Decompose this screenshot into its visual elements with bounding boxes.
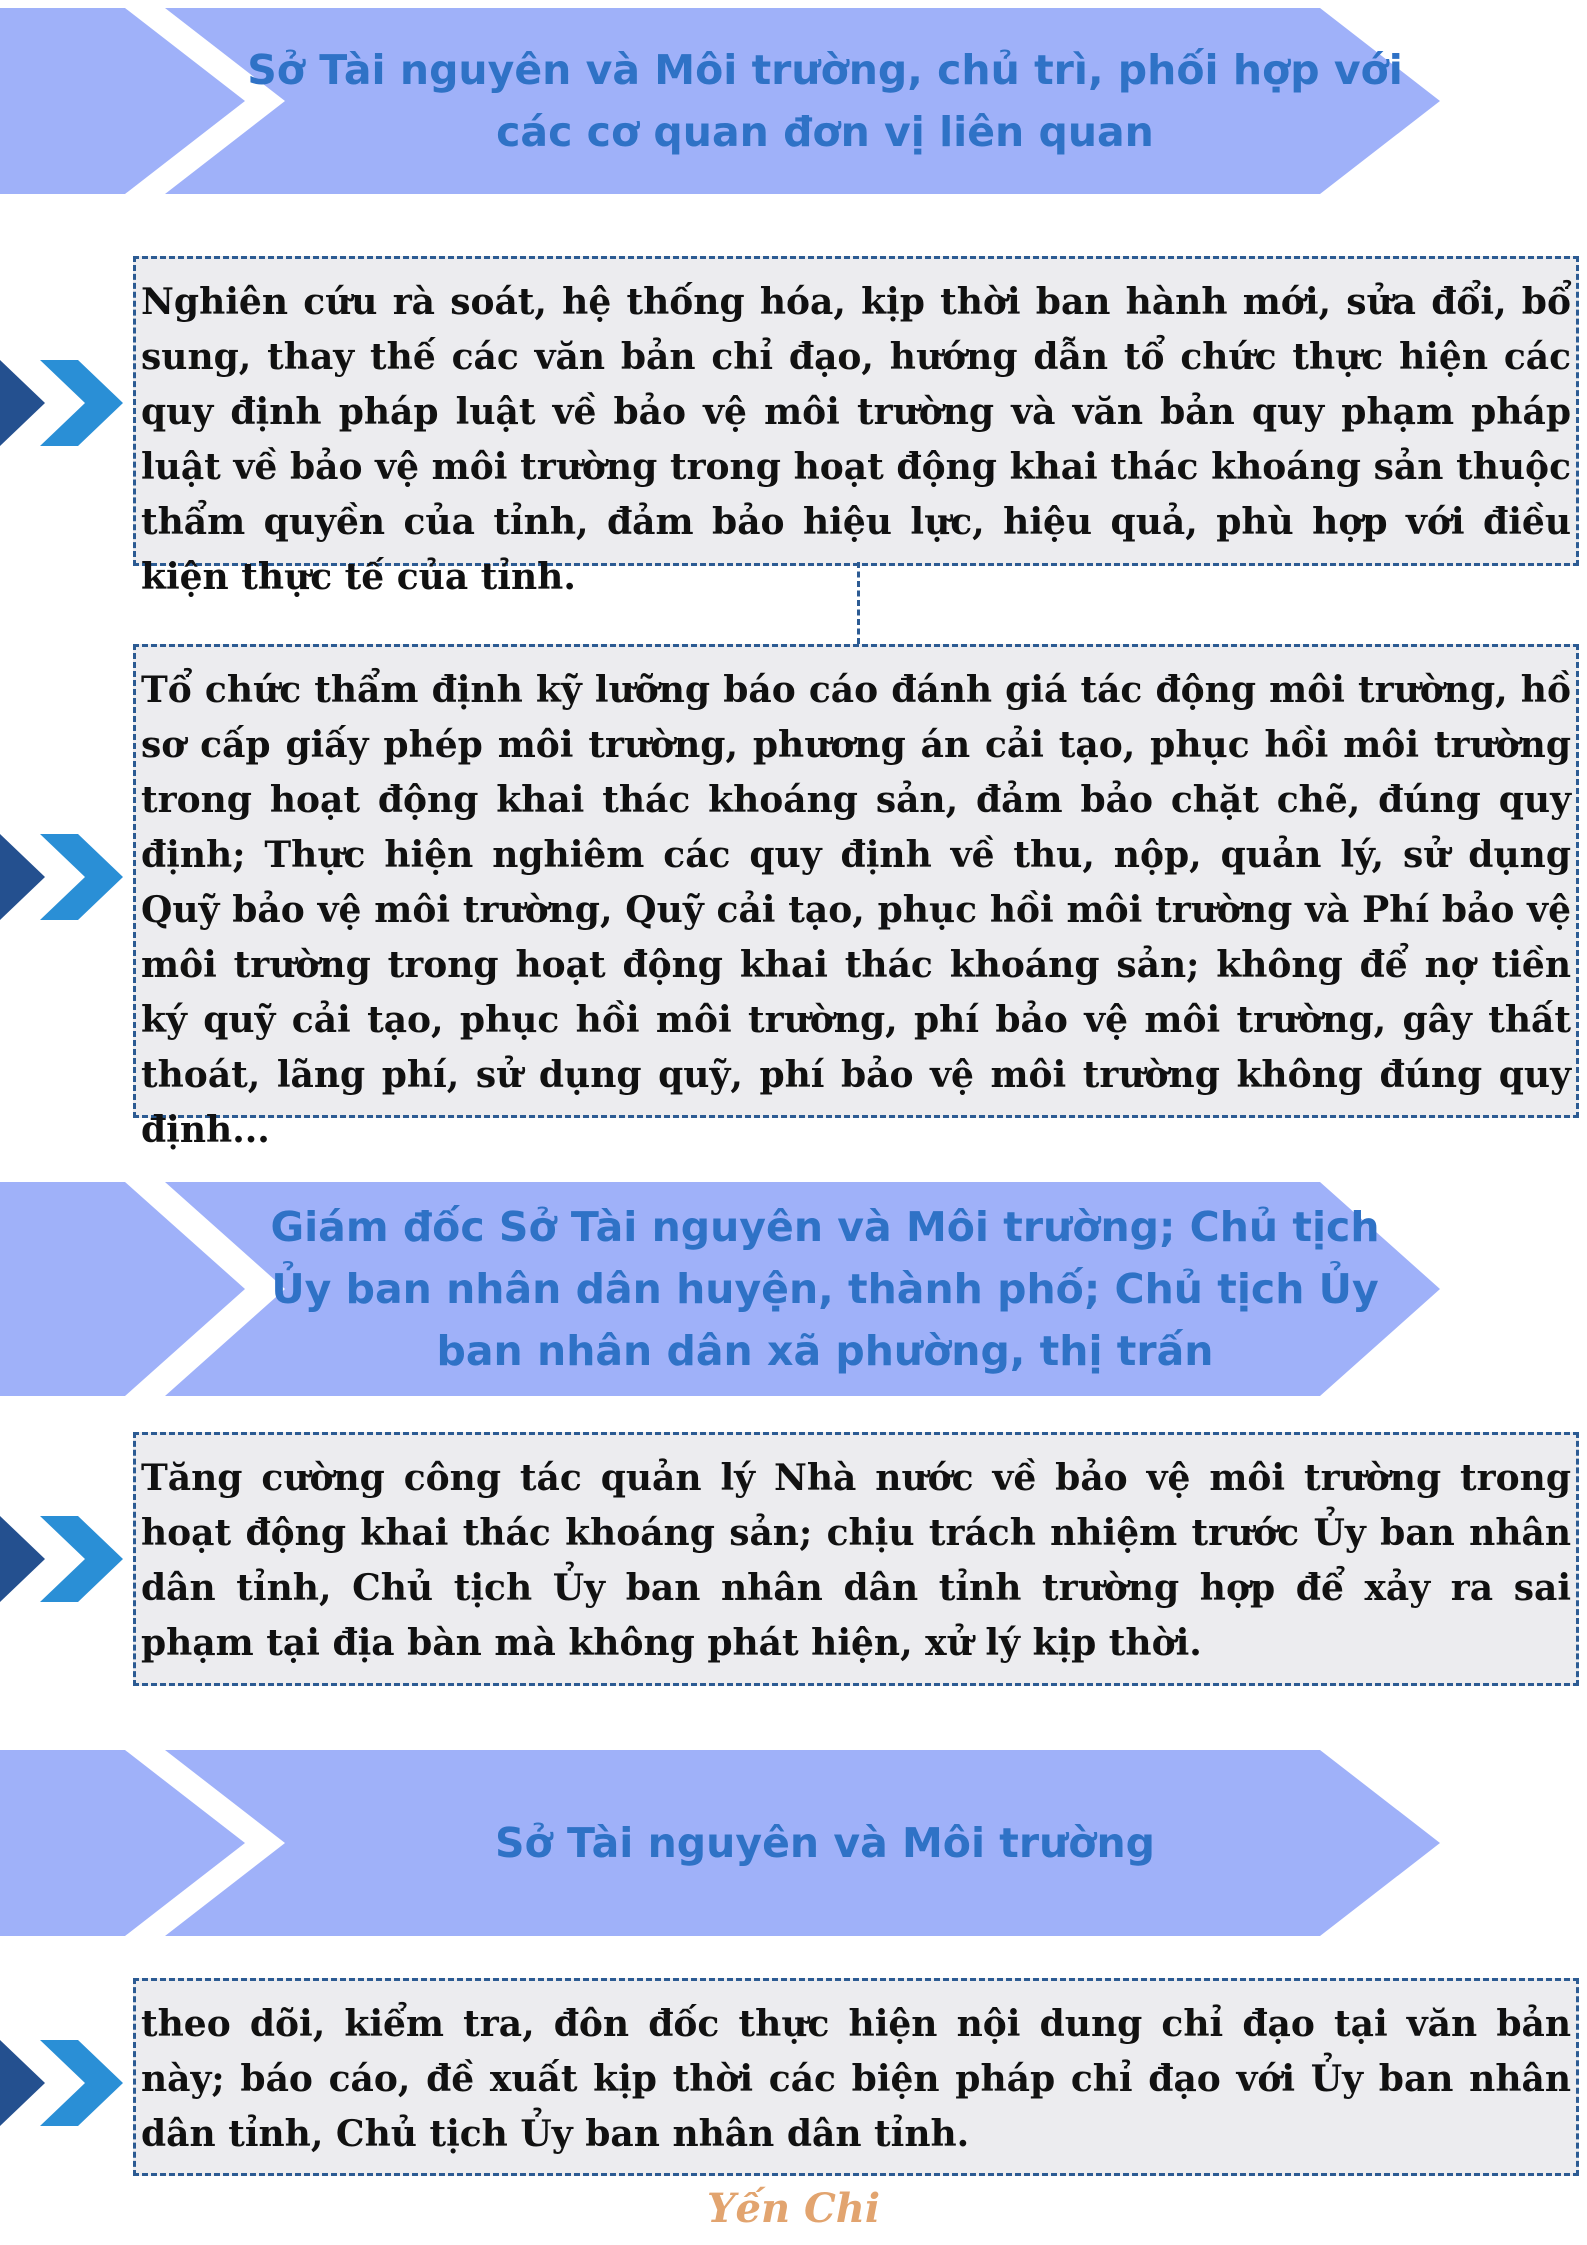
banner-2 xyxy=(0,1182,1440,1396)
double-chevron-right-icon xyxy=(0,1504,130,1614)
box-text: theo dõi, kiểm tra, đôn đốc thực hiện nội dung chỉ đạo tại văn bản này; báo cáo, đề xuất kịp thời các biện pháp chỉ đạo với Ủy ban nhân dân tỉnh, Chủ tịch Ủy ban nhân dân tỉnh. xyxy=(141,2003,1571,2155)
banner-3 xyxy=(0,1750,1440,1936)
banner-3-title xyxy=(245,1750,1405,1936)
box-text: Tăng cường công tác quản lý Nhà nước về bảo vệ môi trường trong hoạt động khai thác khoáng sản; chịu trách nhiệm trước Ủy ban nhân dân tỉnh, Chủ tịch Ủy ban nhân dân tỉnh trường hợp để xảy ra sai phạm tại địa bàn mà không phát hiện, xử lý kịp thời. xyxy=(141,1457,1571,1664)
banner-title-line: Sở Tài nguyên và Môi trường xyxy=(494,1819,1156,1867)
content-box-4 xyxy=(133,1978,1579,2176)
author-signature: Yến Chi xyxy=(706,2185,881,2232)
banner-title-line: ban nhân dân xã phường, thị trấn xyxy=(436,1327,1214,1375)
banner-1-title xyxy=(245,8,1405,194)
box-text: Tổ chức thẩm định kỹ lưỡng báo cáo đánh giá tác động môi trường, hồ sơ cấp giấy phép môi trường, phương án cải tạo, phục hồi môi trường trong hoạt động khai thác khoáng sản, đảm bảo chặt chẽ, đúng quy định; Thực hiện nghiêm các quy định về thu, nộp, quản lý, sử dụng Quỹ bảo vệ môi trường, Quỹ cải tạo, phục hồi môi trường và Phí bảo vệ môi trường trong hoạt động khai thác khoáng sản; không để nợ tiền ký quỹ cải tạo, phục hồi môi trường, phí bảo vệ môi trường, gây thất thoát, lãng phí, sử dụng quỹ, phí bảo vệ môi trường không đúng quy định... xyxy=(141,669,1571,1151)
banner-title-line: Sở Tài nguyên và Môi trường, chủ trì, phối hợp với xyxy=(247,46,1403,94)
double-chevron-right-icon xyxy=(0,822,130,932)
banner-1 xyxy=(0,8,1440,194)
content-box-3 xyxy=(133,1432,1579,1686)
dashed-connector xyxy=(857,562,860,644)
banner-2-title xyxy=(245,1182,1405,1396)
banner-title-line: Ủy ban nhân dân huyện, thành phố; Chủ tịch Ủy xyxy=(271,1265,1379,1313)
content-box-1 xyxy=(133,256,1579,598)
double-chevron-right-icon xyxy=(0,2028,130,2138)
double-chevron-right-icon xyxy=(0,348,130,458)
banner-title-line: các cơ quan đơn vị liên quan xyxy=(496,108,1154,156)
box-text: Nghiên cứu rà soát, hệ thống hóa, kịp thời ban hành mới, sửa đổi, bổ sung, thay thế các văn bản chỉ đạo, hướng dẫn tổ chức thực hiện các quy định pháp luật về bảo vệ môi trường và văn bản quy phạm pháp luật về bảo vệ môi trường trong hoạt động khai thác khoáng sản thuộc thẩm quyền của tỉnh, đảm bảo hiệu lực, hiệu quả, phù hợp với điều kiện thực tế của tỉnh. xyxy=(141,281,1571,598)
content-box-2 xyxy=(133,644,1579,1151)
banner-title-line: Giám đốc Sở Tài nguyên và Môi trường; Chủ tịch xyxy=(270,1203,1380,1251)
